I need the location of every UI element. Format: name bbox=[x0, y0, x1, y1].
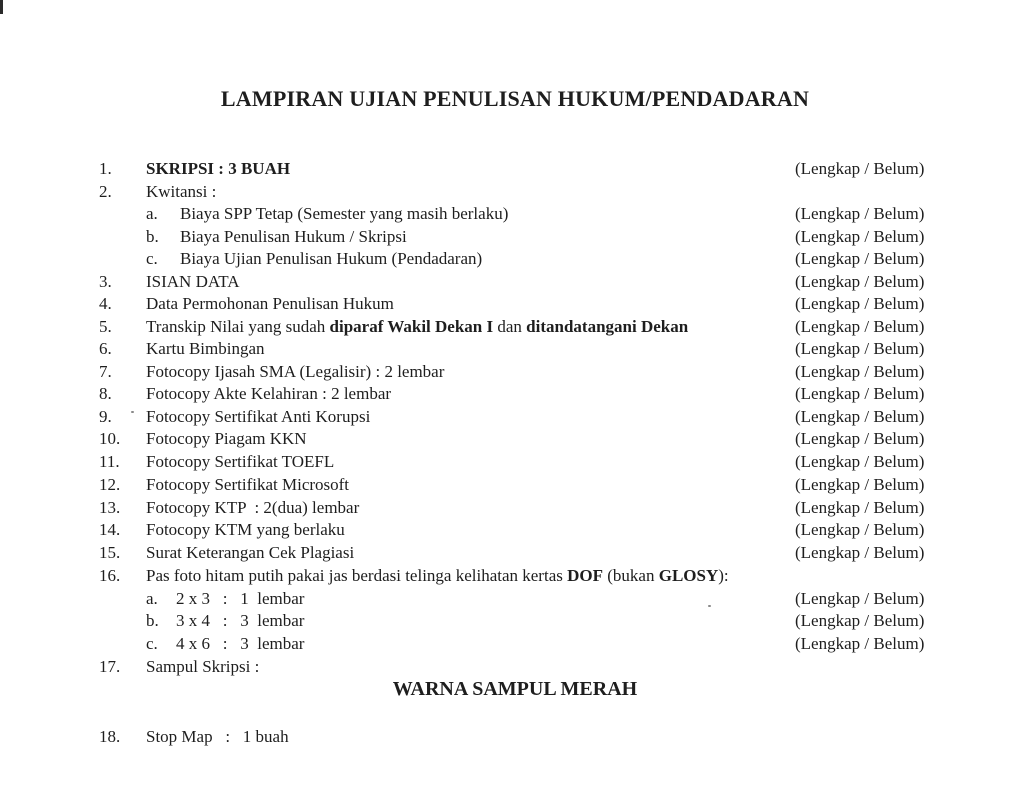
item-number: 14. bbox=[99, 520, 121, 539]
subitem-letter: b. bbox=[146, 611, 159, 630]
item-text: Transkip Nilai yang sudah diparaf Wakil Dekan I dan ditandatangani Dekan bbox=[146, 317, 689, 336]
list-item-6 bbox=[0, 337, 1030, 360]
list-item-18 bbox=[0, 725, 1030, 748]
list-subitem-16b bbox=[0, 609, 1030, 632]
subitem-letter: a. bbox=[146, 204, 158, 223]
item-number: 8. bbox=[99, 384, 112, 403]
item-text: SKRIPSI : 3 BUAH bbox=[146, 159, 291, 178]
list-item-5 bbox=[0, 315, 1030, 338]
status-label: (Lengkap / Belum) bbox=[795, 249, 925, 268]
scan-corner-mark bbox=[0, 0, 3, 14]
item-text: Fotocopy Akte Kelahiran : 2 lembar bbox=[146, 384, 392, 403]
status-label: (Lengkap / Belum) bbox=[795, 452, 925, 471]
item-number: 3. bbox=[99, 272, 112, 291]
list-item-7 bbox=[0, 360, 1030, 383]
item-text: Sampul Skripsi : bbox=[146, 657, 260, 676]
list-item-11 bbox=[0, 450, 1030, 473]
list-subitem-16a bbox=[0, 587, 1030, 610]
item-number: 18. bbox=[99, 727, 121, 746]
item-number: 11. bbox=[99, 452, 120, 471]
list-subitem-2c bbox=[0, 247, 1030, 270]
list-item-1 bbox=[0, 157, 1030, 180]
status-label: (Lengkap / Belum) bbox=[795, 475, 925, 494]
item-number: 7. bbox=[99, 362, 112, 381]
list-item-9 bbox=[0, 405, 1030, 428]
item-number: 13. bbox=[99, 498, 121, 517]
list-item-10 bbox=[0, 427, 1030, 450]
item-text: Surat Keterangan Cek Plagiasi bbox=[146, 543, 355, 562]
list-subitem-2a bbox=[0, 202, 1030, 225]
list-item-16 bbox=[0, 564, 1030, 587]
subitem-letter: c. bbox=[146, 249, 158, 268]
status-label: (Lengkap / Belum) bbox=[795, 589, 925, 608]
status-label: (Lengkap / Belum) bbox=[795, 362, 925, 381]
status-label: (Lengkap / Belum) bbox=[795, 384, 925, 403]
list-item-14 bbox=[0, 518, 1030, 541]
list-item-15 bbox=[0, 541, 1030, 564]
item-text: Fotocopy Sertifikat Microsoft bbox=[146, 475, 350, 494]
item-number: 6. bbox=[99, 339, 112, 358]
list-subitem-2b bbox=[0, 225, 1030, 248]
item-text: Fotocopy KTP : 2(dua) lembar bbox=[146, 498, 360, 517]
status-label: (Lengkap / Belum) bbox=[795, 272, 925, 291]
status-label: (Lengkap / Belum) bbox=[795, 407, 925, 426]
subitem-letter: a. bbox=[146, 589, 158, 608]
item-number: 5. bbox=[99, 317, 112, 336]
item-number: 9. bbox=[99, 407, 112, 426]
subitem-text: 4 x 6 : 3 lembar bbox=[176, 634, 305, 653]
list-item-2 bbox=[0, 180, 1030, 203]
list-item-4 bbox=[0, 292, 1030, 315]
item-text: Kartu Bimbingan bbox=[146, 339, 265, 358]
item-number: 15. bbox=[99, 543, 121, 562]
item-number: 17. bbox=[99, 657, 121, 676]
list-item-17 bbox=[0, 655, 1030, 678]
item-number: 10. bbox=[99, 429, 121, 448]
item-text: Fotocopy Sertifikat Anti Korupsi bbox=[146, 407, 371, 426]
list-item-12 bbox=[0, 473, 1030, 496]
list-item-13 bbox=[0, 496, 1030, 519]
item-text: Fotocopy Sertifikat TOEFL bbox=[146, 452, 335, 471]
subitem-text: 2 x 3 : 1 lembar bbox=[176, 589, 305, 608]
status-label: (Lengkap / Belum) bbox=[795, 317, 925, 336]
status-label: (Lengkap / Belum) bbox=[795, 498, 925, 517]
item-text: Stop Map : 1 buah bbox=[146, 727, 289, 746]
item-text: Kwitansi : bbox=[146, 182, 217, 201]
status-label: (Lengkap / Belum) bbox=[795, 543, 925, 562]
subitem-text: Biaya SPP Tetap (Semester yang masih berlaku) bbox=[180, 204, 509, 223]
subitem-letter: c. bbox=[146, 634, 158, 653]
list-subitem-16c bbox=[0, 632, 1030, 655]
item-text: Data Permohonan Penulisan Hukum bbox=[146, 294, 394, 313]
list-item-8 bbox=[0, 382, 1030, 405]
subitem-text: Biaya Ujian Penulisan Hukum (Pendadaran) bbox=[180, 249, 483, 268]
status-label: (Lengkap / Belum) bbox=[795, 611, 925, 630]
status-label: (Lengkap / Belum) bbox=[795, 159, 925, 178]
item-text: ISIAN DATA bbox=[146, 272, 240, 291]
subitem-letter: b. bbox=[146, 227, 159, 246]
item-text: Pas foto hitam putih pakai jas berdasi telinga kelihatan kertas DOF (bukan GLOSY): bbox=[146, 566, 729, 585]
status-label: (Lengkap / Belum) bbox=[795, 339, 925, 358]
item-number: 1. bbox=[99, 159, 112, 178]
document-title: LAMPIRAN UJIAN PENULISAN HUKUM/PENDADARAN bbox=[220, 86, 810, 111]
list-item-3 bbox=[0, 270, 1030, 293]
item-text: Fotocopy Piagam KKN bbox=[146, 429, 307, 448]
status-label: (Lengkap / Belum) bbox=[795, 294, 925, 313]
item-number: 2. bbox=[99, 182, 112, 201]
status-label: (Lengkap / Belum) bbox=[795, 429, 925, 448]
item-text: Fotocopy Ijasah SMA (Legalisir) : 2 lembar bbox=[146, 362, 445, 381]
item-text: Fotocopy KTM yang berlaku bbox=[146, 520, 345, 539]
status-label: (Lengkap / Belum) bbox=[795, 204, 925, 223]
cover-color-heading: WARNA SAMPUL MERAH bbox=[392, 678, 638, 700]
item-number: 16. bbox=[99, 566, 121, 585]
subitem-text: 3 x 4 : 3 lembar bbox=[176, 611, 305, 630]
status-label: (Lengkap / Belum) bbox=[795, 520, 925, 539]
item-number: 12. bbox=[99, 475, 121, 494]
status-label: (Lengkap / Belum) bbox=[795, 634, 925, 653]
status-label: (Lengkap / Belum) bbox=[795, 227, 925, 246]
subitem-text: Biaya Penulisan Hukum / Skripsi bbox=[180, 227, 407, 246]
item-number: 4. bbox=[99, 294, 112, 313]
